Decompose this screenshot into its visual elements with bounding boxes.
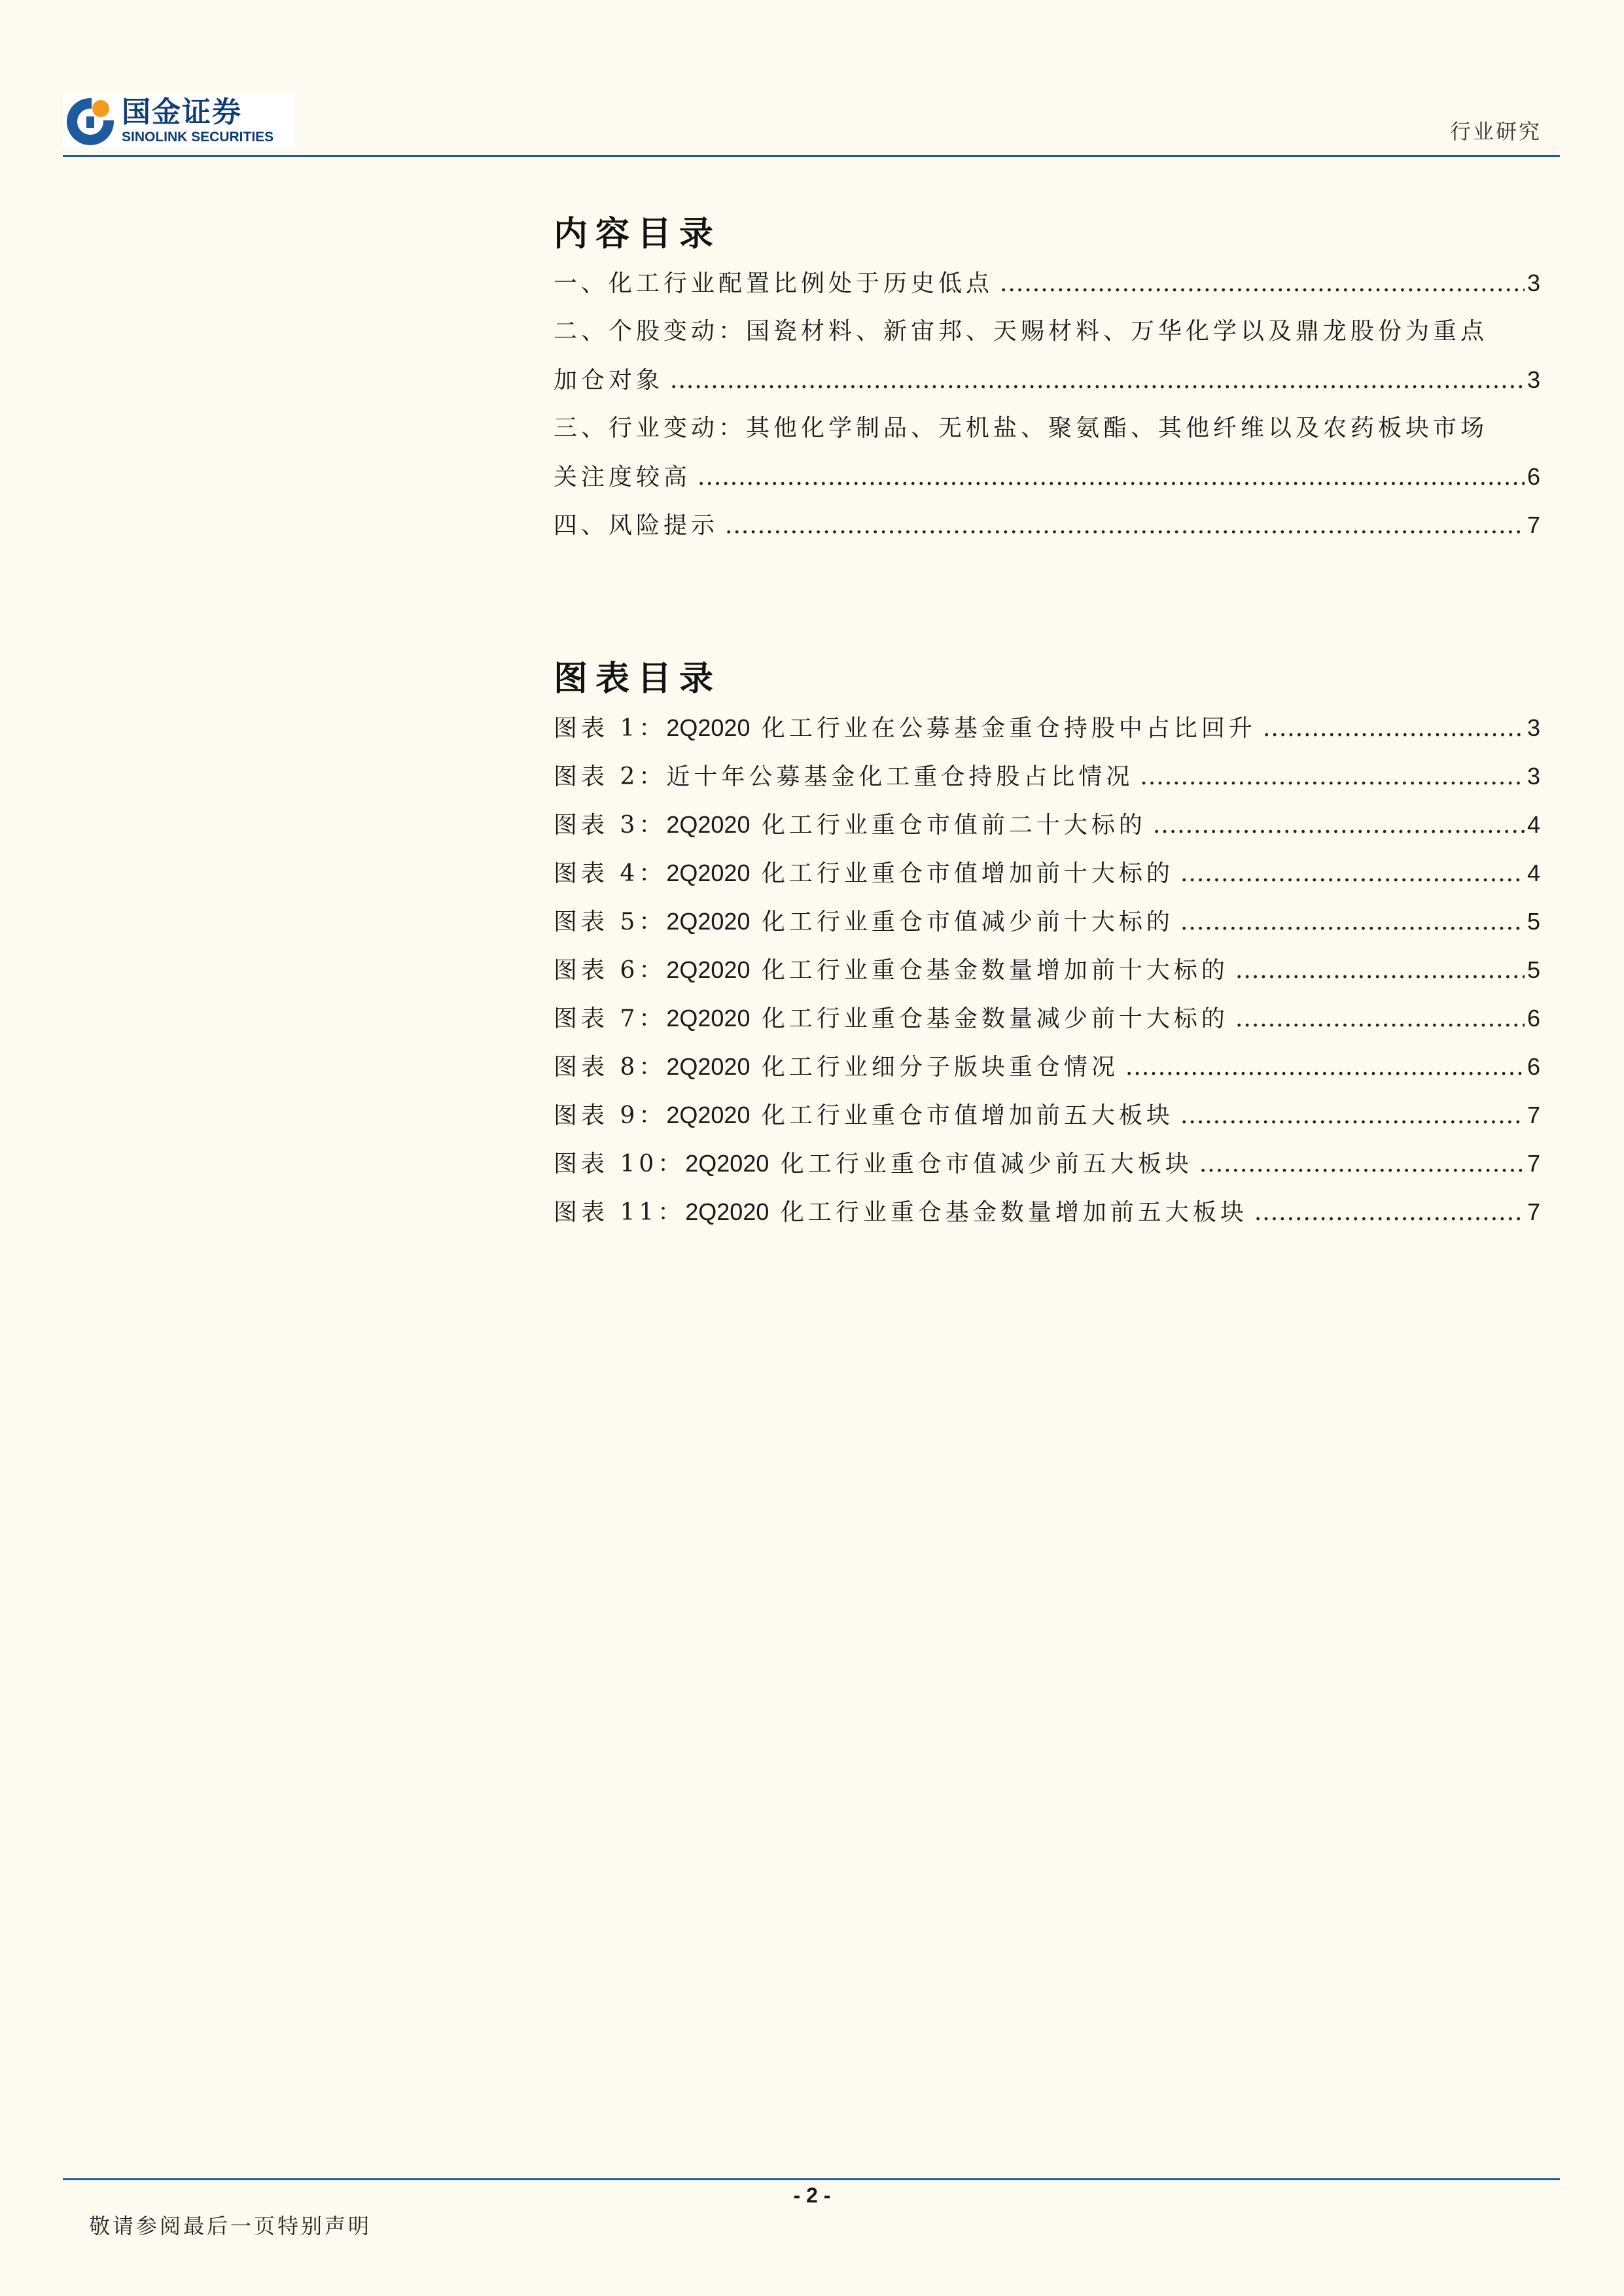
figures-toc <box>554 659 1540 1236</box>
toc-leader-dots <box>1000 260 1525 308</box>
figure-year: 2Q2020 <box>666 714 750 741</box>
toc-leader-dots <box>1199 1140 1525 1189</box>
figure-label: 化工行业重仓基金数量减少前十大标的 <box>761 1005 1229 1032</box>
figure-prefix: 图表 6： <box>554 957 667 984</box>
toc-entry[interactable] <box>554 356 1540 404</box>
figure-prefix: 图表 2： <box>554 763 667 790</box>
toc-leader-dots <box>1235 995 1525 1043</box>
figure-prefix: 图表 7： <box>554 1005 667 1032</box>
toc-entry-line[interactable] <box>554 404 1540 453</box>
figure-page: 6 <box>1527 1005 1540 1032</box>
figure-page: 3 <box>1527 714 1540 741</box>
figure-page: 5 <box>1527 956 1540 983</box>
toc-leader-dots <box>697 453 1525 502</box>
figure-year: 2Q2020 <box>666 860 750 886</box>
figure-entry[interactable] <box>554 704 1540 752</box>
figure-label: 化工行业细分子版块重仓情况 <box>761 1054 1119 1081</box>
figure-label: 化工行业重仓市值减少前五大板块 <box>780 1151 1193 1177</box>
toc-leader-dots <box>670 357 1525 405</box>
figure-label: 化工行业重仓基金数量增加前十大标的 <box>761 957 1229 984</box>
logo-english-name: SINOLINK SECURITIES <box>122 130 274 145</box>
figure-entry[interactable] <box>554 1091 1540 1139</box>
toc-entry-page: 3 <box>1527 270 1540 296</box>
toc-leader-dots <box>1180 850 1525 898</box>
figures-title: 图表目录 <box>554 659 722 699</box>
toc-leader-dots <box>1153 801 1525 850</box>
figure-prefix: 图表 8： <box>554 1054 667 1081</box>
toc-leader-dots <box>1263 704 1525 753</box>
toc-leader-dots <box>725 502 1525 550</box>
figure-label: 化工行业重仓基金数量增加前五大板块 <box>780 1199 1248 1226</box>
figure-prefix: 图表 4： <box>554 860 667 887</box>
footer-divider <box>63 2178 1560 2180</box>
figure-label: 化工行业重仓市值前二十大标的 <box>761 812 1146 839</box>
figure-prefix: 图表 11： <box>554 1199 686 1226</box>
figure-page: 3 <box>1527 763 1540 790</box>
figure-entry[interactable] <box>554 752 1540 801</box>
toc-entry-line[interactable] <box>554 307 1540 356</box>
figure-entry[interactable] <box>554 801 1540 849</box>
section-tag: 行业研究 <box>1449 119 1542 144</box>
figure-entry[interactable] <box>554 897 1540 946</box>
figure-year: 2Q2020 <box>685 1198 769 1225</box>
figure-page: 7 <box>1527 1102 1540 1128</box>
figure-label: 化工行业重仓市值增加前十大标的 <box>761 860 1174 887</box>
figure-page: 5 <box>1527 908 1540 935</box>
toc-entry-label: 二、个股变动：国瓷材料、新宙邦、天赐材料、万华化学以及鼎龙股份为重点 <box>554 318 1489 345</box>
toc-entry-label: 关注度较高 <box>554 464 692 491</box>
figure-label: 化工行业在公募基金重仓持股中占比回升 <box>761 715 1256 742</box>
toc-entry[interactable] <box>554 259 1540 307</box>
toc-entry-label: 加仓对象 <box>554 367 664 394</box>
figure-page: 4 <box>1527 860 1540 886</box>
figure-label: 近十年公募基金化工重仓持股占比情况 <box>666 763 1134 790</box>
company-logo <box>63 93 294 148</box>
figure-entry[interactable] <box>554 1043 1540 1091</box>
toc-leader-dots <box>1235 947 1525 995</box>
figure-entry[interactable] <box>554 946 1540 994</box>
figure-entry[interactable] <box>554 849 1540 897</box>
contents-title: 内容目录 <box>554 214 722 254</box>
toc-entry-page: 3 <box>1527 366 1540 393</box>
figure-prefix: 图表 3： <box>554 812 667 839</box>
figure-page: 7 <box>1527 1198 1540 1225</box>
figure-prefix: 图表 9： <box>554 1102 667 1129</box>
figure-page: 4 <box>1527 811 1540 838</box>
figure-page: 6 <box>1527 1053 1540 1080</box>
toc-leader-dots <box>1180 898 1525 947</box>
toc-entry-page: 7 <box>1527 512 1540 538</box>
toc-entry-label: 三、行业变动：其他化学制品、无机盐、聚氨酯、其他纤维以及农药板块市场 <box>554 415 1489 442</box>
toc-leader-dots <box>1140 753 1525 801</box>
figure-entry[interactable] <box>554 1139 1540 1188</box>
contents-toc <box>554 215 1540 549</box>
toc-leader-dots <box>1180 1092 1525 1140</box>
toc-entry-label: 一、化工行业配置比例处于历史低点 <box>554 270 994 297</box>
figure-label: 化工行业重仓市值增加前五大板块 <box>761 1102 1174 1129</box>
figure-entry[interactable] <box>554 994 1540 1043</box>
figure-year: 2Q2020 <box>666 908 750 935</box>
toc-entry-label: 四、风险提示 <box>554 512 719 539</box>
figure-year: 2Q2020 <box>666 811 750 838</box>
toc-leader-dots <box>1125 1043 1525 1092</box>
figure-year: 2Q2020 <box>666 956 750 983</box>
logo-chinese-name: 国金证券 <box>122 96 242 129</box>
sinolink-logo-icon <box>63 93 118 148</box>
toc-entry[interactable] <box>554 453 1540 501</box>
figure-page: 7 <box>1527 1150 1540 1177</box>
figure-label: 化工行业重仓市值减少前十大标的 <box>761 909 1174 935</box>
toc-leader-dots <box>1254 1189 1525 1237</box>
figure-year: 2Q2020 <box>685 1150 769 1177</box>
figure-year: 2Q2020 <box>666 1053 750 1080</box>
page-number: - 2 - <box>793 2183 831 2207</box>
figure-year: 2Q2020 <box>666 1005 750 1032</box>
figure-entry[interactable] <box>554 1188 1540 1236</box>
toc-entry-page: 6 <box>1527 463 1540 490</box>
figure-prefix: 图表 10： <box>554 1151 686 1177</box>
toc-entry[interactable] <box>554 501 1540 549</box>
disclaimer-note: 敬请参阅最后一页特别声明 <box>89 2214 372 2238</box>
figure-prefix: 图表 1： <box>554 715 667 742</box>
figure-year: 2Q2020 <box>666 1102 750 1128</box>
figure-prefix: 图表 5： <box>554 909 667 935</box>
header-divider <box>63 155 1560 157</box>
